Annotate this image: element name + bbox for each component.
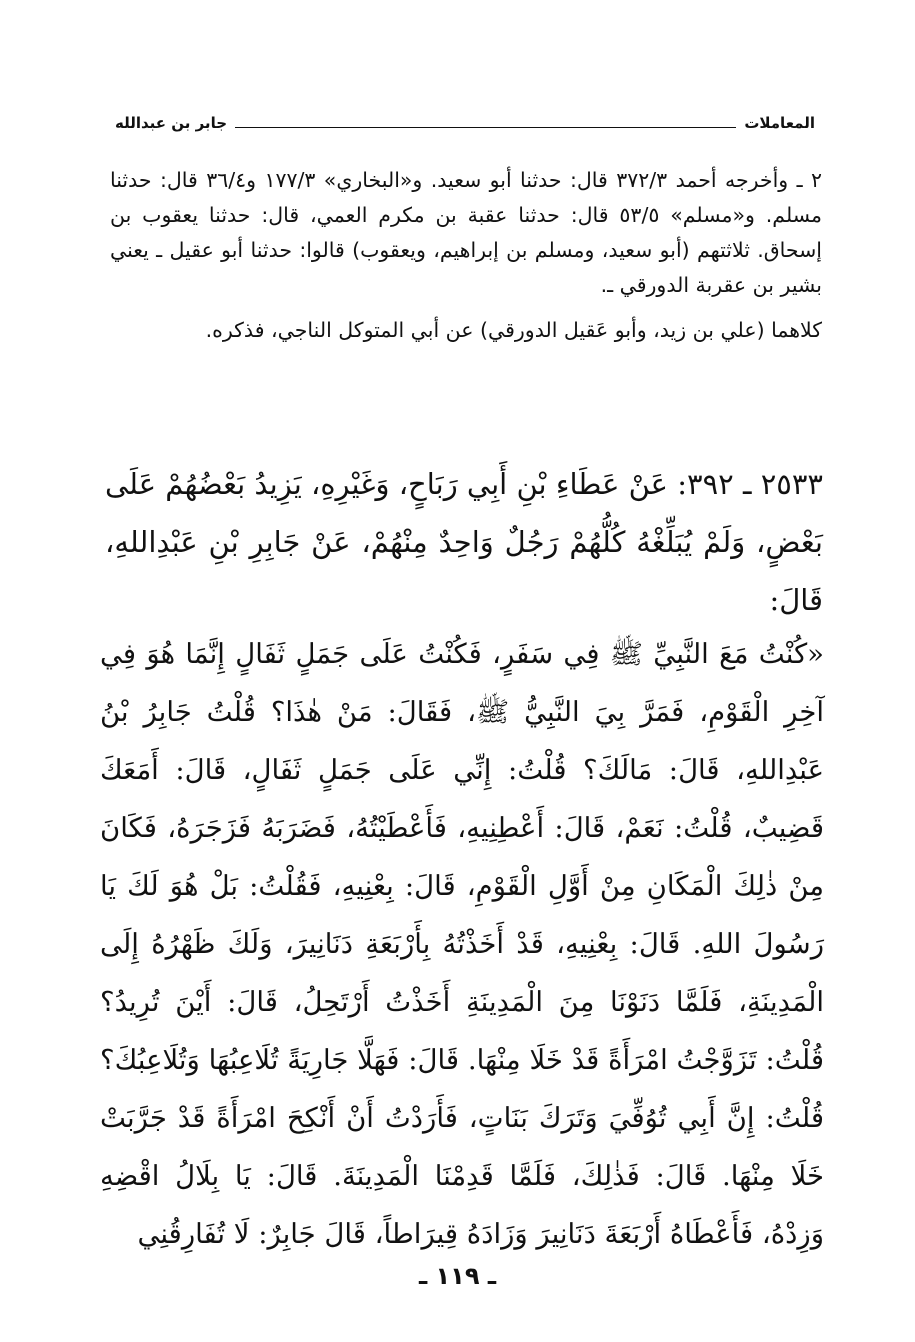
chapter-title: المعاملات	[744, 114, 815, 132]
footnote-paragraph: كلاهما (علي بن زيد، وأبو عَقيل الدورقي) عن أبي المتوكل الناجي، فذكره.	[205, 318, 822, 342]
narrator-title: جابر بن عبدالله	[115, 114, 228, 132]
hadith-heading-block	[105, 455, 823, 629]
footnote-block	[110, 163, 822, 348]
header-rule	[235, 127, 736, 128]
running-header	[115, 108, 815, 138]
hadith-heading: ٢٥٣٣ ـ ٣٩٢: عَنْ عَطَاءِ بْنِ أَبِي رَبَاحٍ، وَغَيْرِهِ، يَزِيدُ بَعْضُهُمْ عَلَى بَعْضٍ، وَلَمْ يُبَلِّغْهُ كُلُّهُمْ رَجُلٌ وَاحِدٌ مِنْهُمْ، عَنْ جَابِرِ بْنِ عَبْدِاللهِ، قَالَ:	[105, 467, 823, 617]
hadith-text-block	[100, 625, 824, 1263]
hadith-text: «كُنْتُ مَعَ النَّبِيِّ ﷺ فِي سَفَرٍ، فَكُنْتُ عَلَى جَمَلٍ ثَفَالٍ إِنَّمَا هُوَ فِي آخِرِ الْقَوْمِ، فَمَرَّ بِيَ النَّبِيُّ ﷺ، فَقَالَ: مَنْ هٰذَا؟ قُلْتُ جَابِرُ بْنُ عَبْدِاللهِ، قَالَ: مَالَكَ؟ قُلْتُ: إِنِّي عَلَى جَمَلٍ ثَفَالٍ، قَالَ: أَمَعَكَ قَضِيبٌ، قُلْتُ: نَعَمْ، قَالَ: أَعْطِنِيهِ، فَأَعْطَيْتُهُ، فَضَرَبَهُ فَزَجَرَهُ، فَكَانَ مِنْ ذٰلِكَ الْمَكَانِ مِنْ أَوَّلِ الْقَوْمِ، قَالَ: بِعْنِيهِ، فَقُلْتُ: بَلْ هُوَ لَكَ يَا رَسُولَ اللهِ. قَالَ: بِعْنِيهِ، قَدْ أَخَذْتُهُ بِأَرْبَعَةِ دَنَانِيرَ، وَلَكَ ظَهْرُهُ إِلَى الْمَدِينَةِ، فَلَمَّا دَنَوْنَا مِنَ الْمَدِينَةِ أَخَذْتُ أَرْتَحِلُ، قَالَ: أَيْنَ تُرِيدُ؟ قُلْتُ: تَزَوَّجْتُ امْرَأَةً قَدْ خَلَا مِنْهَا. قَالَ: فَهَلَّا جَارِيَةً تُلَاعِبُهَا وَتُلَاعِبُكَ؟ قُلْتُ: إِنَّ أَبِي تُوُفِّيَ وَتَرَكَ بَنَاتٍ، فَأَرَدْتُ أَنْ أَنْكِحَ امْرَأَةً قَدْ جَرَّبَتْ خَلَا مِنْهَا. قَالَ: فَذٰلِكَ، فَلَمَّا قَدِمْنَا الْمَدِينَةَ. قَالَ: يَا بِلَالُ اقْضِهِ وَزِدْهُ، فَأَعْطَاهُ أَرْبَعَةَ دَنَانِيرَ وَزَادَهُ قِيرَاطاً، قَالَ جَابِرٌ: لَا تُفَارِقُنِي	[100, 638, 824, 1250]
footnote-paragraph: ٢ ـ وأخرجه أحمد ٣٧٢/٣ قال: حدثنا أبو سعيد. و«البخاري» ١٧٧/٣ و٣٦/٤ قال: حدثنا مسلم. و«مسلم» ٥٣/٥ قال: حدثنا عقبة بن مكرم العمي، قال: حدثنا يعقوب بن إسحاق. ثلاثتهم (أبو سعيد، ومسلم بن إبراهيم، ويعقوب) قالوا: حدثنا أبو عقيل ـ يعني بشير بن عقربة الدورقي ـ.	[110, 168, 822, 297]
page-number: ـ ١١٩ ـ	[418, 1262, 497, 1290]
